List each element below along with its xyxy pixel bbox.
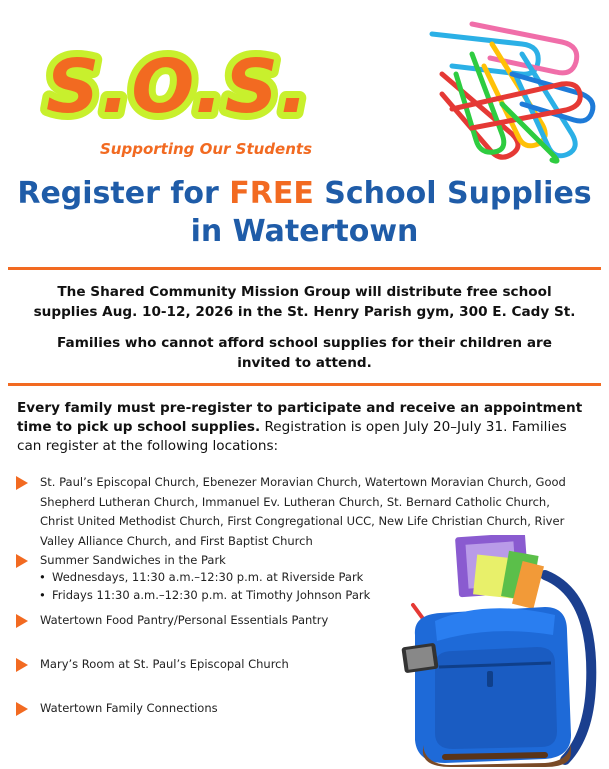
arrow-bullet-icon	[16, 702, 28, 716]
title-line2: in Watertown	[190, 214, 419, 249]
tagline: Supporting Our Students	[100, 140, 312, 158]
location-label: Watertown Food Pantry/Personal Essentials Pantry	[40, 613, 329, 627]
location-label: Watertown Family Connections	[40, 701, 218, 715]
location-label: Summer Sandwiches in the Park	[40, 553, 226, 567]
svg-text:S.O.S.: S.O.S.	[46, 44, 311, 130]
location-label: Mary’s Room at St. Paul’s Episcopal Church	[40, 657, 289, 671]
schedule-item-wednesdays: • Wednesdays, 11:30 a.m.–12:30 p.m. at Riverside Park	[52, 568, 363, 586]
arrow-bullet-icon	[16, 554, 28, 568]
page-title	[0, 175, 609, 251]
divider-top	[8, 267, 601, 270]
registration-bold: Every family must pre-register to participate and receive an appointment time to pick up school supplies.	[17, 400, 583, 435]
title-part1: Register for	[17, 176, 230, 211]
registration-normal: Registration is open July 20–July 31. Families can register at the following locations:	[17, 419, 567, 454]
distribution-text: The Shared Community Mission Group will distribute free school supplies Aug. 10-12, 2026 in the St. Henry Parish gym, 300 E. Cady St.	[33, 284, 576, 320]
schedule-item-fridays: • Fridays 11:30 a.m.–12:30 p.m. at Timothy Johnson Park	[52, 586, 370, 604]
paper-clips-image	[412, 14, 602, 164]
families-invited-text: Families who cannot afford school supplies for their children are invited to attend.	[57, 335, 552, 371]
location-label: St. Paul’s Episcopal Church, Ebenezer Moravian Church, Watertown Moravian Church, Good Shepherd Lutheran Church, Immanuel Ev. Lutheran Church, St. Bernard Catholic Church, Christ United Methodist Church, First Congregational UCC, New Life Christian Church, River Valley Alliance Church, and First Baptist Church	[40, 475, 566, 548]
title-part2: School Supplies	[313, 176, 592, 211]
title-free: FREE	[229, 176, 314, 211]
backpack-image	[395, 535, 605, 767]
sos-logo	[38, 30, 368, 130]
arrow-bullet-icon	[16, 658, 28, 672]
registration-paragraph	[17, 399, 583, 456]
divider-bottom	[8, 383, 601, 386]
arrow-bullet-icon	[16, 614, 28, 628]
arrow-bullet-icon	[16, 476, 28, 490]
